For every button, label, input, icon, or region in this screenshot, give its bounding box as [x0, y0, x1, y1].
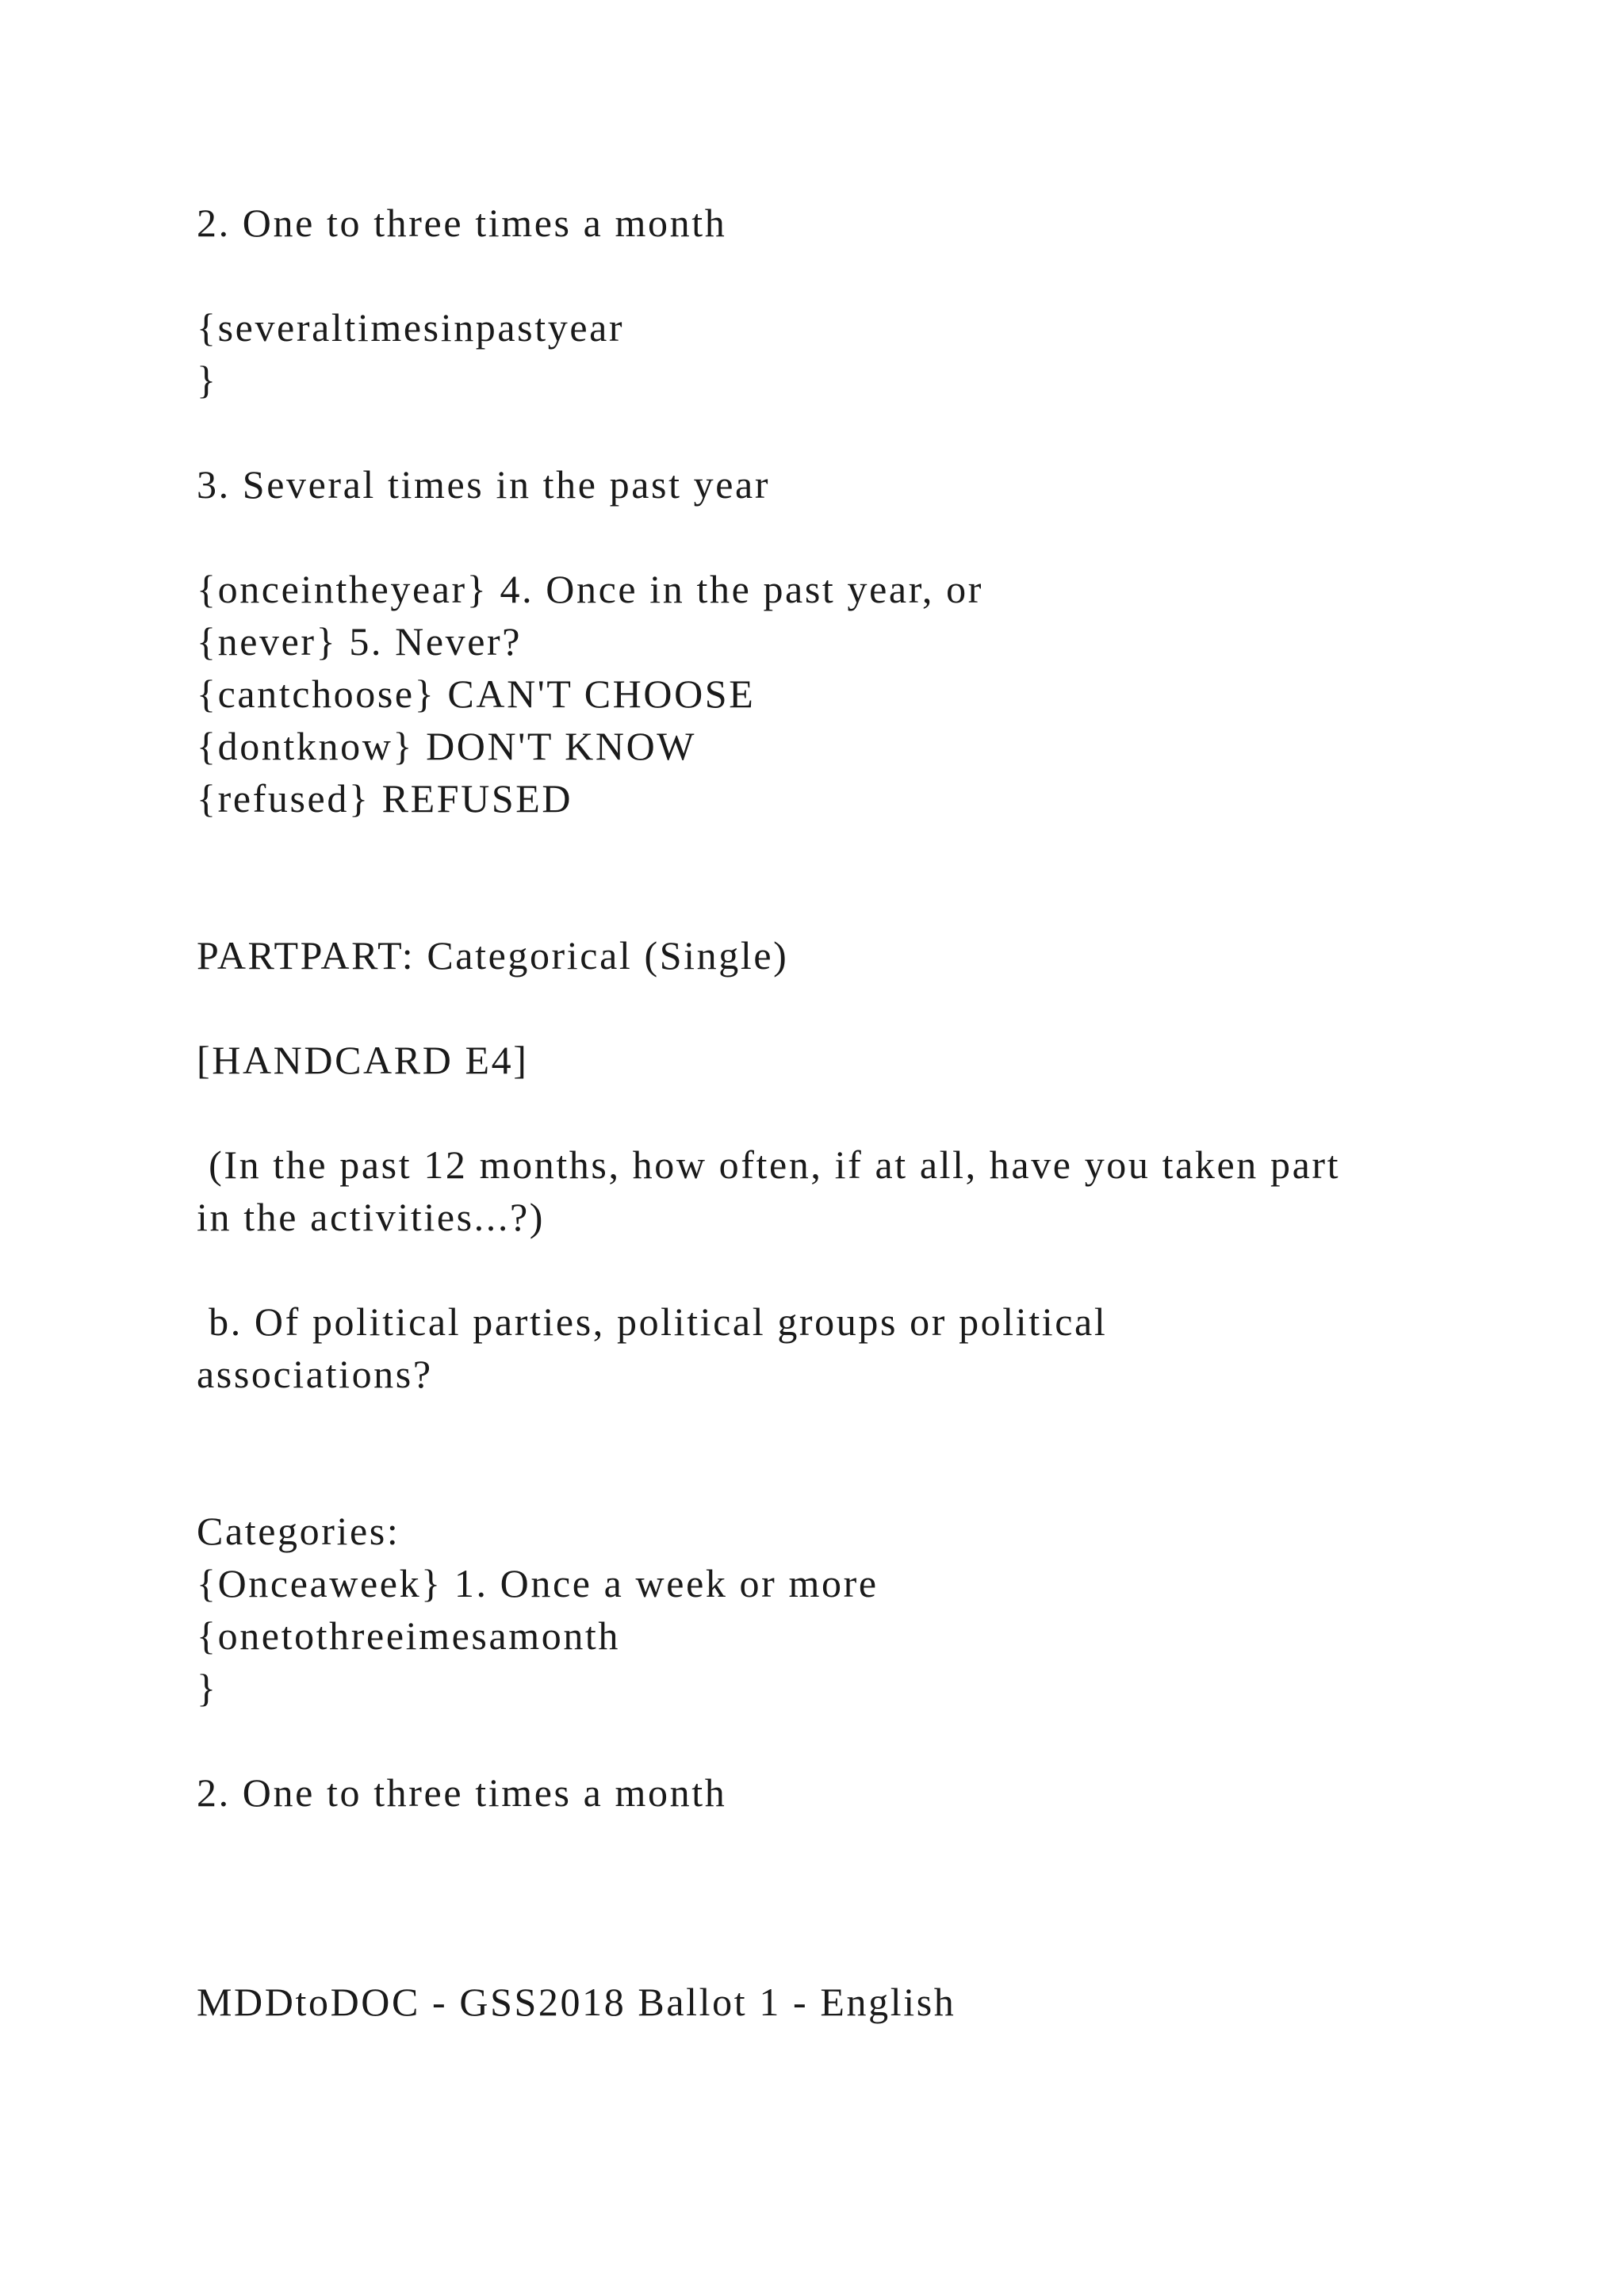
- category-line-once: {onceintheyear} 4. Once in the past year, or: [197, 567, 983, 611]
- category-line-refused: {refused} REFUSED: [197, 776, 573, 821]
- question-text-line-2: in the activities...?): [197, 1195, 546, 1239]
- handcard-label: [HANDCARD E4]: [197, 1038, 529, 1082]
- question-item-line-2: associations?: [197, 1352, 433, 1396]
- category-line-one-to-three-2: 2. One to three times a month: [197, 1770, 727, 1815]
- category-line-one-to-three: 2. One to three times a month: [197, 201, 727, 245]
- category-line-dont-know: {dontknow} DON'T KNOW: [197, 724, 697, 768]
- question-heading: PARTPART: Categorical (Single): [197, 933, 789, 978]
- category-code-close-brace-2: }: [197, 1666, 218, 1710]
- category-code-close-brace: }: [197, 358, 218, 402]
- category-code-several-times: {severaltimesinpastyear: [197, 305, 625, 350]
- category-code-one-to-three: {onetothreeimesamonth: [197, 1613, 621, 1658]
- question-item-line-1: b. Of political parties, political groups or political: [197, 1299, 1108, 1344]
- question-text-line-1: (In the past 12 months, how often, if at all, have you taken part: [197, 1142, 1341, 1187]
- category-line-never: {never} 5. Never?: [197, 619, 523, 664]
- category-line-several-times: 3. Several times in the past year: [197, 462, 771, 507]
- category-line-once-a-week: {Onceaweek} 1. Once a week or more: [197, 1561, 879, 1605]
- document-footer: MDDtoDOC - GSS2018 Ballot 1 - English: [197, 1980, 956, 2024]
- category-line-cant-choose: {cantchoose} CAN'T CHOOSE: [197, 672, 756, 716]
- categories-label: Categories:: [197, 1509, 400, 1553]
